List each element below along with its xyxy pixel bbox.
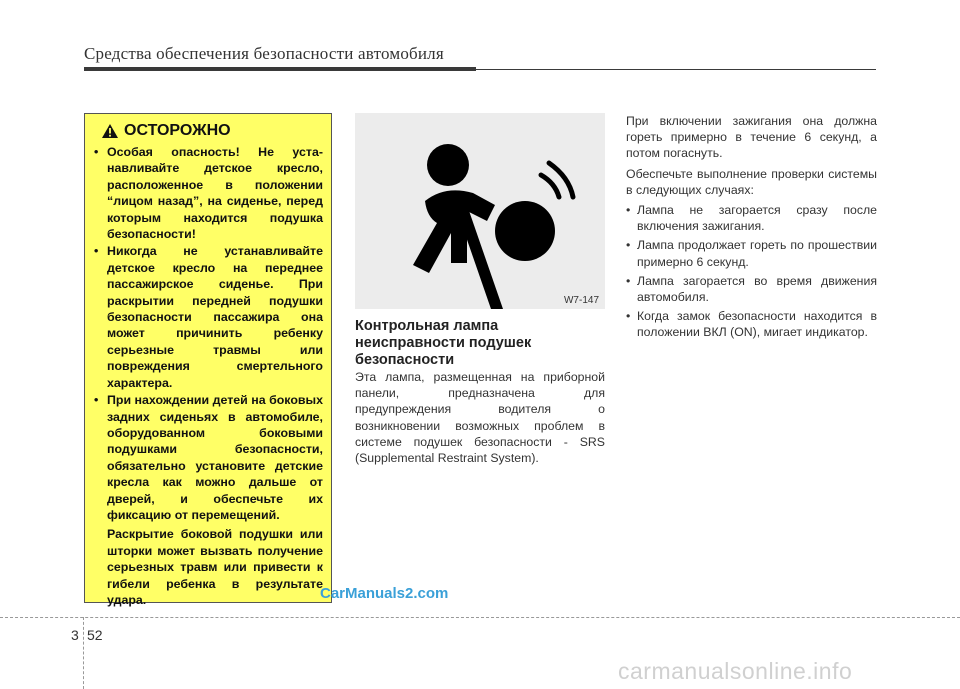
footer-vertical-rule [83, 617, 84, 689]
warning-item: • При нахождении детей на боковых задних сиденьях в автомобиле, оборудованном боковыми подушками безопасности, обязательно установите детские кресла как можно дальше от дверей, и обеспечьте их фиксацию от перемещений. [93, 392, 323, 523]
check-list [626, 202, 877, 341]
list-item: • Лампа не загорается сразу после включения зажигания. [626, 202, 877, 234]
section-title: Контрольная лампа неисправности подушек безопасности [355, 318, 532, 368]
watermark-link[interactable]: CarManuals2.com [320, 585, 449, 602]
chapter-number: 3 [71, 627, 79, 643]
list-item: • Лампа продолжает гореть по прошествии примерно 6 секунд. [626, 237, 877, 269]
right-column [626, 113, 877, 344]
warning-header [101, 122, 323, 140]
warning-item: • Особая опасность! Не уста-навливайте детское кресло, расположенное в положении “лицом назад”, на сиденье, перед которым находится подушка безопасности! [93, 144, 323, 242]
warning-extra-paragraph: Раскрытие боковой подушки или шторки может вызвать получение серьезных травм или привести к гибели ребенка в результате удара. [107, 527, 323, 607]
warning-box [84, 113, 332, 607]
warning-triangle-icon [101, 123, 119, 139]
warning-item: • Никогда не устанавливайте детское кресло на переднее пассажирское сиденье. При раскрытии передней подушки безопасности пассажира она может причинить ребенку серьезные травмы или повреждения смертельного характера. [93, 243, 323, 391]
airbag-figure [355, 113, 605, 309]
figure-code: W7-147 [563, 295, 599, 306]
footer-rule [0, 617, 960, 618]
warning-list [93, 144, 323, 523]
section-body: Эта лампа, размещенная на приборной панели, предназначена для предупреждения водителя о возникновении возможных проблем в системе подушек безопасности - SRS (Supplemental Restraint System). [355, 370, 605, 466]
watermark-text: carmanualsonline.info [618, 658, 853, 684]
warning-title: ОСТОРОЖНО [124, 122, 231, 139]
header-rule-thin [476, 69, 876, 70]
paragraph: Обеспечьте выполнение проверки системы в следующих случаях: [626, 166, 877, 197]
paragraph: При включении зажигания она должна гореть примерно в течение 6 секунд, а потом погаснуть. [626, 114, 877, 161]
page-header-title: Средства обеспечения безопасности автомобиля [84, 44, 444, 63]
airbag-warning-icon [355, 113, 605, 309]
list-item: • Лампа загорается во время движения автомобиля. [626, 273, 877, 305]
header-rule [84, 67, 476, 71]
list-item: • Когда замок безопасности находится в положении ВКЛ (ON), мигает индикатор. [626, 308, 877, 340]
page-number: 52 [87, 627, 103, 643]
